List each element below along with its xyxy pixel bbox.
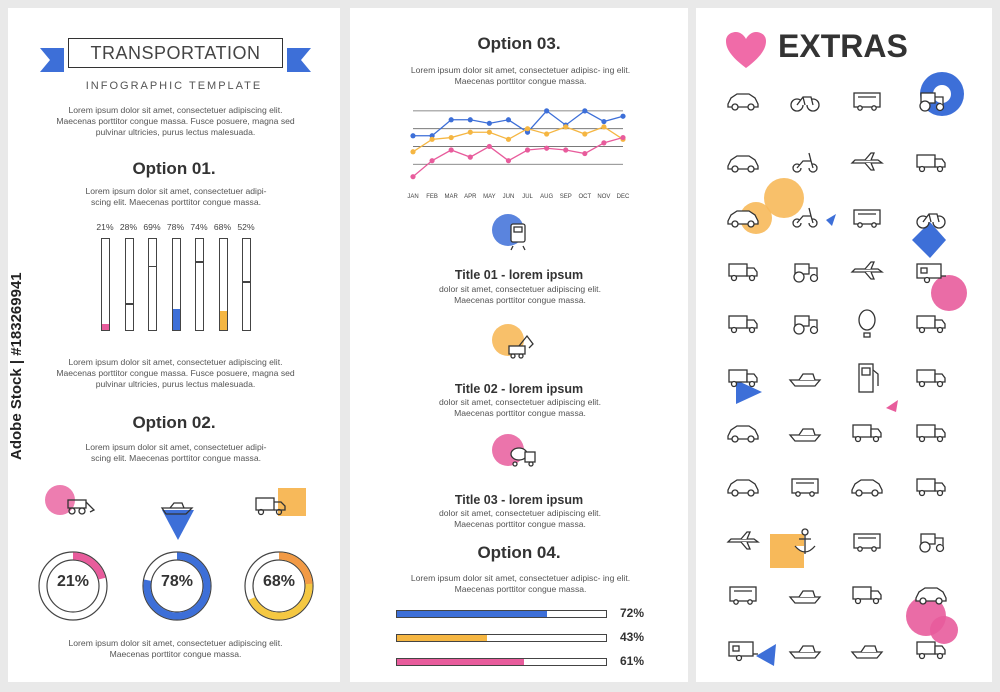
series-3-point-11 (601, 140, 606, 145)
minivan-icon (728, 211, 758, 227)
series-3-point-4 (468, 155, 473, 160)
decoration-shape-13 (756, 644, 776, 666)
semi-truck-icon (853, 425, 881, 442)
series-1-point-8 (544, 108, 549, 113)
motorboat-icon (852, 646, 882, 658)
item1-text: dolor sit amet, consectetuer adipiscing elit. Maecenas porttitor congue massa. (439, 284, 601, 305)
trolleybus-icon (854, 534, 880, 551)
extras-icon-grid (696, 8, 992, 682)
middle-panel (350, 8, 688, 682)
horizontal-bar-fill-1 (397, 611, 547, 617)
x-tick-jul: JUL (522, 194, 533, 200)
option4-text: Lorem ipsum dolor sit amet, consectetuer adipisc- ing elit. Maecenas porttitor congue massa. (410, 573, 631, 594)
bar-label-1: 21% (96, 222, 114, 232)
item2-decoration (485, 318, 545, 368)
x-tick-apr: APR (464, 194, 477, 200)
series-3-point-6 (506, 158, 511, 163)
option1-bottom-text: Lorem ipsum dolor sit amet, consectetuer adipiscing elit. Maecenas porttitor congue massa. Fusce posuere, magna sed pulvinar ultricies, purus lectus malesuada. (56, 357, 295, 389)
vertical-bar-2 (125, 238, 134, 331)
vertical-bar-6 (219, 238, 228, 331)
series-2-point-7 (525, 126, 530, 131)
bar-label-7: 52% (237, 222, 255, 232)
camper-van-icon (729, 642, 758, 661)
decoration-shape-7 (931, 275, 967, 311)
right-panel (696, 8, 992, 682)
x-tick-nov: NOV (597, 194, 611, 200)
vertical-bar-marker-5 (196, 261, 203, 262)
horizontal-bar-1 (396, 610, 607, 618)
coach-bus-icon (730, 587, 756, 604)
option1-text: Lorem ipsum dolor sit amet, consectetuer adipi- scing elit. Maecenas porttitor congue massa. (85, 186, 267, 207)
vertical-bar-fill-4 (173, 309, 180, 330)
option4-heading: Option 04. (477, 543, 561, 562)
sailboat-icon (790, 646, 820, 658)
donut-label-3: 68% (262, 573, 296, 590)
tow-truck-icon (917, 642, 945, 659)
series-line-3 (413, 138, 623, 177)
horizontal-bar-label-2: 43% (620, 630, 645, 644)
vertical-bar-marker-3 (149, 266, 156, 267)
x-tick-mar: MAR (444, 194, 458, 200)
bar-label-3: 69% (143, 222, 161, 232)
ambulance-icon (852, 480, 882, 496)
sedan-icon (728, 156, 758, 172)
extras-title: EXTRAS (778, 28, 908, 64)
option3-heading: Option 03. (477, 34, 561, 53)
donut-label-1: 21% (56, 573, 90, 590)
van-truck-icon (917, 155, 945, 172)
item3-text: dolor sit amet, consectetuer adipiscing elit. Maecenas porttitor congue massa. (439, 508, 601, 529)
bus-icon (792, 479, 818, 496)
train-icon (511, 224, 525, 250)
series-1-point-5 (487, 121, 492, 126)
vertical-bar-4 (172, 238, 181, 331)
option1-heading: Option 01. (132, 159, 216, 178)
propeller-plane-icon (852, 262, 882, 279)
scooter-icon (793, 153, 817, 172)
vertical-bar-fill-6 (220, 311, 227, 330)
bicycle-icon (791, 97, 819, 111)
series-1-point-1 (410, 133, 415, 138)
series-2-point-4 (468, 130, 473, 135)
vertical-bar-7 (242, 238, 251, 331)
garbage-truck-icon (853, 587, 881, 604)
bar-label-6: 68% (213, 222, 232, 232)
subtitle: INFOGRAPHIC TEMPLATE (85, 80, 263, 92)
vertical-bar-fill-1 (102, 324, 109, 330)
suv-icon (916, 588, 946, 604)
hot-air-balloon-icon (859, 310, 875, 337)
x-tick-jun: JUN (502, 194, 515, 200)
series-1-point-3 (449, 117, 454, 122)
yacht-icon (790, 374, 820, 386)
series-3-point-12 (620, 135, 625, 140)
item1-decoration (485, 208, 545, 258)
pickup-truck-icon (917, 316, 945, 333)
bar-label-4: 78% (166, 222, 185, 232)
series-1-point-4 (468, 117, 473, 122)
concrete-mixer-icon (917, 425, 945, 442)
horizontal-bar-3 (396, 658, 607, 666)
series-3-point-8 (544, 146, 549, 151)
horizontal-bar-label-1: 72% (620, 606, 645, 620)
x-tick-aug: AUG (540, 194, 554, 200)
series-2-point-5 (487, 130, 492, 135)
line-chart (405, 94, 630, 200)
series-3-point-9 (563, 147, 568, 152)
series-1-point-6 (506, 117, 511, 122)
airplane-icon (852, 153, 882, 170)
stock-watermark: Adobe Stock | #183269941 (8, 272, 25, 460)
x-tick-jan: JAN (407, 194, 419, 200)
x-tick-may: MAY (483, 194, 496, 200)
train-icon (854, 93, 880, 110)
pickup-icon (728, 480, 758, 496)
fuel-pump-icon (859, 364, 878, 392)
item2-title: Title 02 - lorem ipsum (454, 382, 584, 396)
item1-title: Title 01 - lorem ipsum (454, 268, 584, 282)
series-2-point-6 (506, 137, 511, 142)
series-3-point-7 (525, 147, 530, 152)
road-roller-icon (920, 534, 944, 552)
vertical-bar-marker-2 (126, 303, 133, 304)
series-1-point-10 (582, 108, 587, 113)
donut-label-2: 78% (160, 573, 194, 590)
series-3-point-5 (487, 144, 492, 149)
decoration-shape-12 (930, 616, 958, 644)
vertical-bar-5 (195, 238, 204, 331)
option2-text: Lorem ipsum dolor sit amet, consectetuer adipi- scing elit. Maecenas porttitor congue massa. (85, 442, 267, 463)
tractor-icon (794, 264, 818, 282)
item3-title: Title 03 - lorem ipsum (454, 493, 584, 507)
tram-icon (854, 210, 880, 227)
convertible-car-icon (728, 94, 758, 110)
option2-heading: Option 02. (132, 413, 216, 432)
bar-label-2: 28% (119, 222, 138, 232)
vertical-bar-3 (148, 238, 157, 331)
excavator-icon (794, 316, 818, 334)
banner-title: TRANSPORTATION (68, 38, 283, 68)
x-tick-dec: DEC (616, 194, 630, 200)
series-2-point-8 (544, 131, 549, 136)
helicopter-icon (728, 532, 758, 549)
series-2-point-1 (410, 149, 415, 154)
horizontal-bar-fill-2 (397, 635, 487, 641)
dump-truck-icon (917, 370, 945, 387)
horizontal-bar-label-3: 61% (620, 654, 645, 668)
speedboat-icon (790, 429, 820, 441)
series-3-point-3 (449, 147, 454, 152)
bar-label-5: 74% (190, 222, 208, 232)
x-tick-sep: SEP (559, 194, 572, 200)
series-3-point-2 (429, 158, 434, 163)
left-panel (8, 8, 340, 682)
horizontal-bar-2 (396, 634, 607, 642)
series-2-point-3 (449, 135, 454, 140)
series-2-point-10 (582, 131, 587, 136)
vertical-bar-1 (101, 238, 110, 331)
decoration-shape-9 (886, 400, 898, 412)
series-line-2 (413, 127, 623, 152)
series-3-point-1 (410, 174, 415, 179)
concrete-mixer-icon (511, 448, 535, 466)
decoration-shape-5 (826, 214, 836, 226)
decoration-shape-10 (770, 534, 804, 568)
series-2-point-2 (429, 137, 434, 142)
vertical-bar-marker-7 (243, 281, 250, 282)
cruise-ship-icon (790, 591, 820, 603)
series-3-point-10 (582, 151, 587, 156)
x-tick-feb: FEB (426, 194, 438, 200)
item3-decoration (485, 428, 545, 478)
tanker-truck-icon (729, 264, 757, 281)
series-2-point-11 (601, 124, 606, 129)
item2-text: dolor sit amet, consectetuer adipiscing elit. Maecenas porttitor congue massa. (439, 397, 601, 418)
x-tick-oct: OCT (578, 194, 592, 200)
box-truck-icon (729, 316, 757, 333)
series-2-point-9 (563, 124, 568, 129)
series-1-point-11 (601, 119, 606, 124)
hatchback-icon (728, 426, 758, 442)
option2-bottom-text: Lorem ipsum dolor sit amet, consectetuer adipiscing elit. Maecenas porttitor congue massa. (68, 638, 283, 659)
flatbed-truck-icon (917, 479, 945, 496)
horizontal-bar-fill-3 (397, 659, 524, 665)
option3-text: Lorem ipsum dolor sit amet, consectetuer adipisc- ing elit. Maecenas porttitor congue massa. (410, 65, 631, 86)
intro-text: Lorem ipsum dolor sit amet, consectetuer adipiscing elit. Maecenas porttitor congue massa. Fusce posuere, magna sed pulvinar ultricies, purus lectus malesuada. (56, 105, 295, 137)
series-1-point-12 (620, 114, 625, 119)
